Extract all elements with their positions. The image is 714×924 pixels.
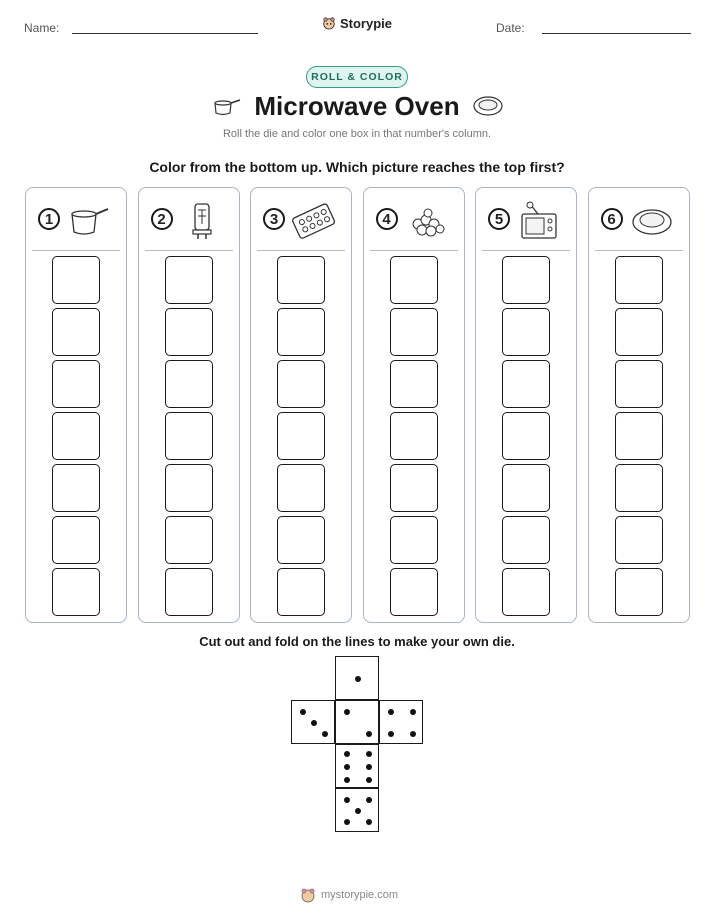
magnetron-tube-icon: [179, 200, 225, 240]
storypie-mascot-icon: [300, 887, 316, 903]
die-instruction: Cut out and fold on the lines to make your own die.: [199, 634, 515, 649]
color-box[interactable]: [277, 360, 325, 408]
color-box[interactable]: [277, 308, 325, 356]
color-box[interactable]: [277, 464, 325, 512]
roll-column-1: [25, 187, 127, 623]
color-box[interactable]: [165, 464, 213, 512]
roll-column-3: [250, 187, 352, 623]
color-box[interactable]: [165, 308, 213, 356]
color-box[interactable]: [165, 568, 213, 616]
column-divider: [145, 250, 233, 251]
column-divider: [370, 250, 458, 251]
die-face-4: [379, 700, 423, 744]
color-box[interactable]: [615, 412, 663, 460]
column-divider: [32, 250, 120, 251]
roll-column-4: [363, 187, 465, 623]
color-box[interactable]: [390, 256, 438, 304]
name-label: Name:: [24, 21, 60, 35]
die-face-1: [335, 656, 379, 700]
color-box[interactable]: [615, 308, 663, 356]
activity-badge: ROLL & COLOR: [306, 66, 408, 88]
color-box[interactable]: [390, 568, 438, 616]
column-divider: [595, 250, 683, 251]
color-box[interactable]: [502, 412, 550, 460]
die-face-6: [335, 744, 379, 788]
color-box[interactable]: [52, 360, 100, 408]
color-box[interactable]: [502, 308, 550, 356]
color-box[interactable]: [502, 516, 550, 564]
storypie-logo: [322, 12, 392, 34]
color-box[interactable]: [52, 412, 100, 460]
color-box[interactable]: [165, 256, 213, 304]
column-header: [26, 188, 126, 250]
column-header: [139, 188, 239, 250]
date-label: Date:: [496, 21, 525, 35]
dish-icon: [472, 95, 504, 117]
footer: [300, 884, 414, 906]
column-divider: [482, 250, 570, 251]
color-box[interactable]: [390, 516, 438, 564]
color-box[interactable]: [165, 516, 213, 564]
column-divider: [257, 250, 345, 251]
column-number: 4: [376, 208, 398, 230]
column-number: 6: [601, 208, 623, 230]
footer-url[interactable]: mystorypie.com: [321, 889, 399, 901]
color-box[interactable]: [615, 360, 663, 408]
color-box[interactable]: [502, 464, 550, 512]
color-box[interactable]: [277, 516, 325, 564]
color-box[interactable]: [390, 360, 438, 408]
color-box[interactable]: [390, 308, 438, 356]
waffle-tray-icon: [291, 200, 337, 240]
subtitle: Roll the die and color one box in that number's column.: [222, 128, 492, 140]
microwave-radio-icon: [516, 200, 562, 240]
logo-text: Storypie: [339, 15, 392, 31]
saucepan-icon: [66, 200, 112, 240]
date-line[interactable]: [542, 33, 691, 34]
color-box[interactable]: [615, 568, 663, 616]
color-box[interactable]: [165, 360, 213, 408]
color-box[interactable]: [277, 412, 325, 460]
color-box[interactable]: [52, 256, 100, 304]
column-header: [589, 188, 689, 250]
color-box[interactable]: [165, 412, 213, 460]
storypie-mascot-icon: [322, 15, 336, 31]
column-number: 1: [38, 208, 60, 230]
column-header: [364, 188, 464, 250]
column-number: 2: [151, 208, 173, 230]
name-line[interactable]: [72, 33, 258, 34]
dish-icon: [629, 200, 675, 240]
column-number: 5: [488, 208, 510, 230]
page-title: Microwave Oven: [254, 91, 460, 121]
column-number: 3: [263, 208, 285, 230]
color-box[interactable]: [52, 464, 100, 512]
instruction-text: Color from the bottom up. Which picture reaches the top first?: [149, 159, 565, 175]
color-box[interactable]: [277, 568, 325, 616]
popcorn-icon: [404, 200, 450, 240]
color-box[interactable]: [52, 516, 100, 564]
color-box[interactable]: [502, 360, 550, 408]
die-face-2: [335, 700, 379, 744]
color-box[interactable]: [502, 256, 550, 304]
color-box[interactable]: [615, 256, 663, 304]
color-box[interactable]: [277, 256, 325, 304]
roll-column-6: [588, 187, 690, 623]
color-box[interactable]: [615, 464, 663, 512]
color-box[interactable]: [52, 308, 100, 356]
color-box[interactable]: [52, 568, 100, 616]
color-box[interactable]: [615, 516, 663, 564]
roll-column-5: [475, 187, 577, 623]
roll-column-2: [138, 187, 240, 623]
column-header: [251, 188, 351, 250]
column-header: [476, 188, 576, 250]
color-box[interactable]: [390, 412, 438, 460]
color-box[interactable]: [390, 464, 438, 512]
die-face-3: [291, 700, 335, 744]
die-face-5: [335, 788, 379, 832]
color-box[interactable]: [502, 568, 550, 616]
